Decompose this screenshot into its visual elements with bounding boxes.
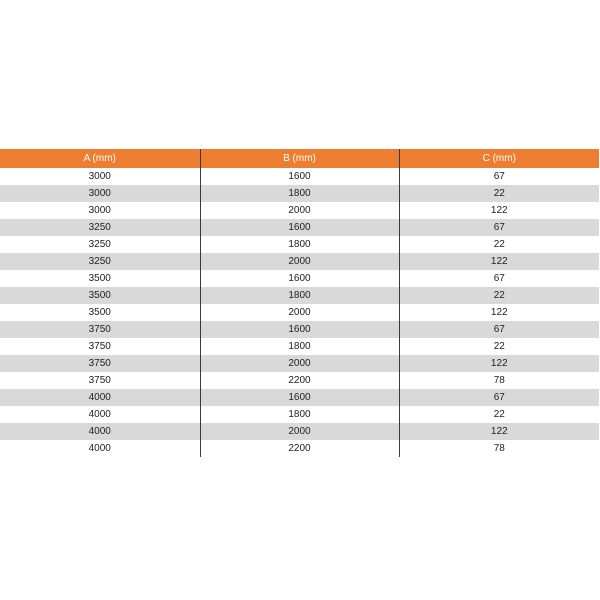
table-row [0, 253, 599, 270]
cell-c: 122 [399, 355, 599, 372]
cell-a: 4000 [0, 423, 200, 440]
table-row [0, 406, 599, 423]
cell-b: 1800 [200, 338, 399, 355]
table-row [0, 168, 599, 185]
header-c: C (mm) [399, 149, 599, 168]
cell-a: 3500 [0, 270, 200, 287]
cell-b: 2000 [200, 304, 399, 321]
cell-c: 67 [399, 219, 599, 236]
cell-a: 3750 [0, 355, 200, 372]
cell-a: 3000 [0, 185, 200, 202]
cell-b: 2200 [200, 440, 399, 457]
cell-b: 2200 [200, 372, 399, 389]
cell-a: 3250 [0, 236, 200, 253]
cell-a: 4000 [0, 406, 200, 423]
table-body [0, 168, 599, 457]
cell-b: 1600 [200, 219, 399, 236]
table-header [0, 149, 599, 168]
table-row [0, 372, 599, 389]
cell-b: 1600 [200, 168, 399, 185]
cell-b: 1800 [200, 287, 399, 304]
table-row [0, 321, 599, 338]
cell-c: 122 [399, 304, 599, 321]
cell-c: 67 [399, 389, 599, 406]
cell-a: 3750 [0, 338, 200, 355]
cell-a: 3750 [0, 372, 200, 389]
table-row [0, 440, 599, 457]
cell-c: 22 [399, 236, 599, 253]
header-b: B (mm) [200, 149, 399, 168]
cell-c: 78 [399, 372, 599, 389]
cell-a: 3000 [0, 202, 200, 219]
cell-c: 22 [399, 185, 599, 202]
cell-b: 1800 [200, 236, 399, 253]
cell-b: 2000 [200, 355, 399, 372]
cell-a: 3250 [0, 219, 200, 236]
cell-c: 122 [399, 253, 599, 270]
table-row [0, 236, 599, 253]
table-row [0, 355, 599, 372]
dimension-table-container [0, 149, 599, 457]
cell-a: 4000 [0, 389, 200, 406]
cell-a: 4000 [0, 440, 200, 457]
table-row [0, 202, 599, 219]
cell-b: 2000 [200, 253, 399, 270]
cell-a: 3500 [0, 304, 200, 321]
cell-b: 2000 [200, 202, 399, 219]
cell-c: 22 [399, 338, 599, 355]
header-a: A (mm) [0, 149, 200, 168]
cell-b: 1600 [200, 270, 399, 287]
cell-b: 1600 [200, 321, 399, 338]
table-row [0, 185, 599, 202]
table-row [0, 389, 599, 406]
table-row [0, 423, 599, 440]
cell-c: 67 [399, 168, 599, 185]
cell-c: 22 [399, 406, 599, 423]
header-row [0, 149, 599, 168]
cell-c: 78 [399, 440, 599, 457]
table-row [0, 304, 599, 321]
cell-c: 67 [399, 270, 599, 287]
cell-a: 3750 [0, 321, 200, 338]
cell-a: 3500 [0, 287, 200, 304]
cell-b: 1800 [200, 406, 399, 423]
cell-b: 1800 [200, 185, 399, 202]
cell-b: 2000 [200, 423, 399, 440]
cell-a: 3000 [0, 168, 200, 185]
cell-c: 122 [399, 423, 599, 440]
cell-c: 122 [399, 202, 599, 219]
table-row [0, 338, 599, 355]
dimension-table [0, 149, 599, 457]
cell-b: 1600 [200, 389, 399, 406]
cell-c: 67 [399, 321, 599, 338]
cell-c: 22 [399, 287, 599, 304]
table-row [0, 219, 599, 236]
table-row [0, 270, 599, 287]
table-row [0, 287, 599, 304]
cell-a: 3250 [0, 253, 200, 270]
